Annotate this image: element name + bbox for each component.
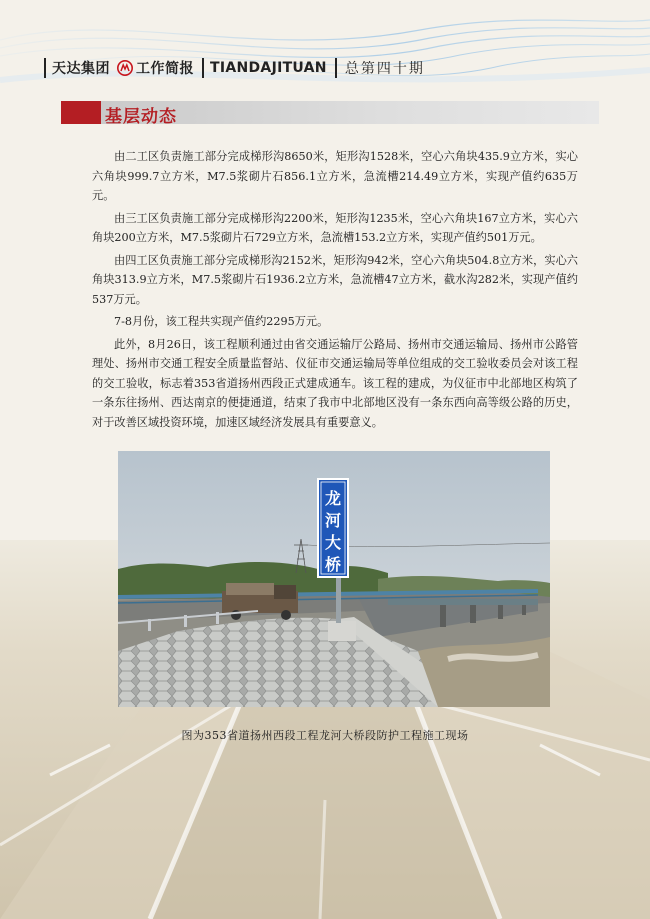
newsletter-name: 工作简报 bbox=[136, 61, 194, 77]
article-body bbox=[92, 147, 578, 435]
construction-site-photo bbox=[118, 451, 550, 707]
paragraph: 7-8月份，该工程共实现产值约2295万元。 bbox=[114, 315, 329, 328]
header-wave-decoration bbox=[0, 0, 650, 95]
bridge-sign-char: 大 bbox=[324, 533, 342, 552]
issue-number: 总第四十期 bbox=[344, 61, 425, 77]
paragraph: 由三工区负责施工部分完成梯形沟2200米，矩形沟1235米，空心六角块167立方米，实心六角块200立方米，M7.5浆砌片石729立方米，急流槽153.2立方米，实现产值约501万元。 bbox=[92, 211, 578, 244]
bridge-sign-char: 桥 bbox=[324, 555, 342, 574]
photo-caption: 图为353省道扬州西段工程龙河大桥段防护工程施工现场 bbox=[181, 729, 469, 742]
bridge-sign-char: 河 bbox=[324, 511, 342, 530]
bridge-sign-char: 龙 bbox=[324, 489, 342, 508]
paragraph: 由二工区负责施工部分完成梯形沟8650米，矩形沟1528米，空心六角块435.9立方米，实心六角块999.7立方米，M7.5浆砌片石856.1立方米，急流槽214.49立方米，实现产值约635万元。 bbox=[92, 150, 578, 202]
section-title: 基层动态 bbox=[105, 107, 177, 127]
masthead-divider bbox=[335, 58, 337, 78]
paragraph: 此外，8月26日，该工程顺利通过由省交通运输厅公路局、扬州市交通运输局、扬州市公路管理处、扬州市交通工程安全质量监督站、仪征市交通运输局等单位组成的交工验收委员会对该工程的交工验收，标志着353省道扬州西段正式建成通车。该工程的建成，为仪征市中北部地区构筑了一条东往扬州、西达南京的便捷通道，结束了我市中北部地区没有一条东西向高等级公路的历史，对于改善区域投资环境，加速区域经济发展具有重要意义。 bbox=[92, 337, 578, 429]
masthead bbox=[44, 57, 425, 79]
company-pinyin: TIANDAJITUAN bbox=[210, 60, 327, 76]
section-header bbox=[61, 101, 599, 127]
masthead-divider bbox=[202, 58, 204, 78]
masthead-divider bbox=[44, 58, 46, 78]
section-accent-block bbox=[61, 101, 101, 124]
page-header bbox=[0, 0, 650, 95]
paragraph: 由四工区负责施工部分完成梯形沟2152米，矩形沟942米，空心六角块504.8立方米，实心六角块313.9立方米，M7.5浆砌片石1936.2立方米，急流槽47立方米，截水沟282米，实现产值约537万元。 bbox=[92, 253, 578, 306]
company-name: 天达集团 bbox=[52, 61, 110, 77]
company-logo-icon bbox=[117, 60, 133, 76]
